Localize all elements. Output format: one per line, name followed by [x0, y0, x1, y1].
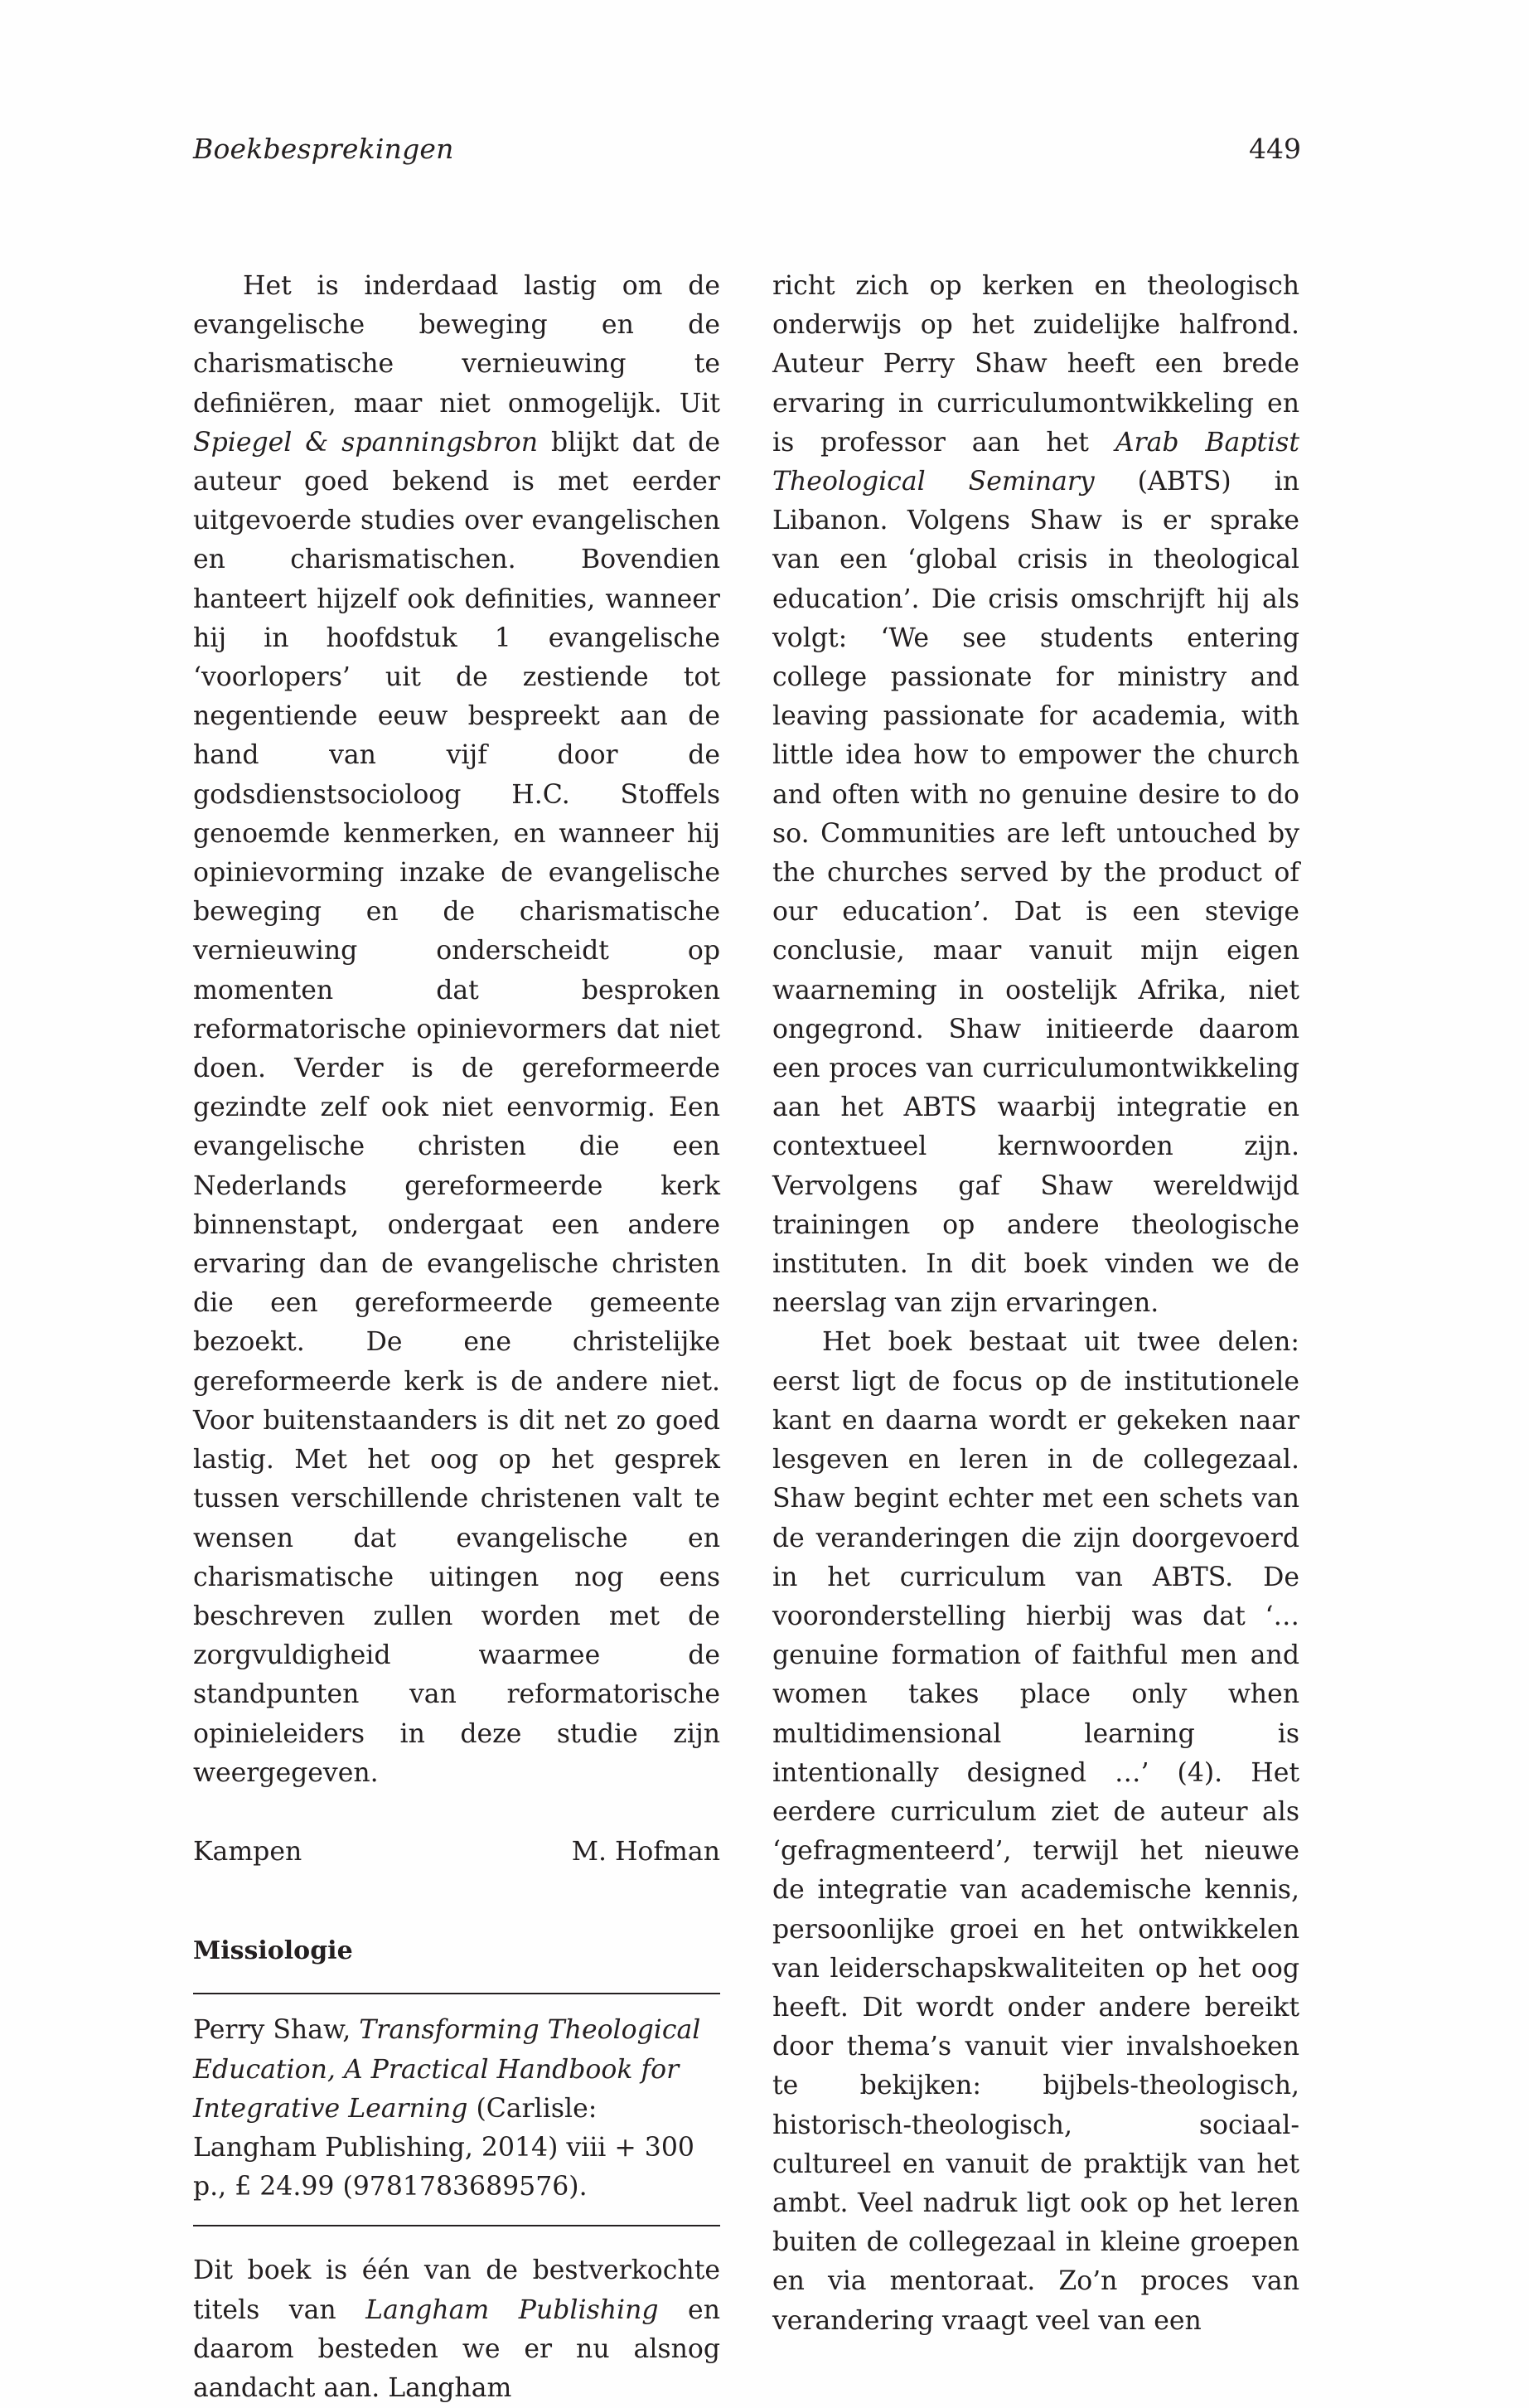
citation-author: Perry Shaw, [193, 2015, 360, 2046]
paragraph-text: richt zich op kerken en theologisch onderwijs op het zuidelijke halfrond. Auteur Perry Shaw heeft een brede ervaring in curriculumontwikkeling en is professor aan het [772, 271, 1299, 458]
left-column [193, 267, 720, 2408]
review-opening-paragraph [193, 2251, 720, 2408]
running-head-title: Boekbesprekingen [193, 133, 454, 165]
signature-author: M. Hofman [571, 1836, 720, 1867]
divider-line [193, 2225, 720, 2226]
institution-name-italic: Arab Baptist Theological Seminary [772, 427, 1299, 497]
citation-details: (Carlisle: Langham Publishing, 2014) viii + 300 p., £ 24.99 (9781783689576). [193, 2093, 694, 2202]
publisher-name-italic: Langham Publishing [365, 2294, 659, 2325]
paragraph-langham-abts [772, 267, 1299, 1323]
divider-line [193, 1993, 720, 1994]
section-heading: Missiologie [193, 1936, 353, 1966]
paragraph-text: Het is inderdaad lastig om de evangelische beweging en de charismatische vernieuwing te definiëren, maar niet onmogelijk. Uit [193, 271, 720, 419]
review-signature [193, 1833, 720, 1872]
signature-place: Kampen [193, 1836, 302, 1867]
paragraph-text: blijkt dat de auteur goed bekend is met eerder uitgevoerde studies over evangelischen en charismatischen. Bovendien hanteert hijzelf ook definities, wanneer hij in hoofdstuk 1 evangelische ‘voorlopers’ uit de zestiende tot negentiende eeuw bespreekt aan de hand van vijf door de godsdienstsocioloog H.C. Stoffels genoemde kenmerken, en wanneer hij opinievorming inzake de evangelische beweging en de charismatische vernieuwing onderscheidt op momenten dat besproken reformatorische opinievormers dat niet doen. Verder is de gereformeerde gezindte zelf ook niet eenvormig. Een evangelische christen die een Nederlands gereformeerde kerk binnenstapt, ondergaat een andere ervaring dan de evangelische christen die een gereformeerde gemeente bezoekt. De ene christelijke gereformeerde kerk is de andere niet. Voor buitenstaanders is dit net zo goed lastig. Met het oog op het gesprek tussen verschillende christenen valt te wensen dat evangelische en charismatische uitingen nog eens beschreven zullen worden met de zorgvuldigheid waarmee de standpunten van reformatorische opinieleiders in deze studie zijn weergegeven. [193, 427, 720, 1788]
paragraph-text: Dit boek is één van de bestverkochte titels van [193, 2255, 720, 2325]
page-number: 449 [1249, 133, 1301, 165]
paragraph-evangelical-definition [193, 267, 720, 1793]
paragraph-book-structure: Het boek bestaat uit twee delen: eerst ligt de focus op de institutionele kant en daarna wordt er gekeken naar lesgeven en leren in de collegezaal. Shaw begint echter met een schets van de veranderingen die zijn doorgevoerd in het curriculum van ABTS. De vooronderstelling hierbij was dat ‘… genuine formation of faithful men and women takes place only when multidimensional learning is intentionally designed …’ (4). Het eerdere curriculum ziet de auteur als ‘gefragmenteerd’, terwijl het nieuwe de integratie van academische kennis, persoonlijke groei en het ontwikkelen van leiderschapskwaliteiten op het oog heeft. Dit wordt onder andere bereikt door thema’s vanuit vier invalshoeken te bekijken: bijbels-theologisch, historisch-theologisch, sociaal-cultureel en vanuit de praktijk van het ambt. Veel nadruk ligt ook op het leren buiten de collegezaal in kleine groepen en via mentoraat. Zo’n proces van verandering vraagt veel van een [772, 1327, 1299, 2336]
right-column [772, 267, 1299, 2341]
citation-title: Transforming Theological Education, A Practical Handbook for Integrative Learning [193, 2015, 701, 2124]
paragraph-text: en daarom besteden we er nu alsnog aandacht aan. Langham [193, 2294, 720, 2403]
book-title-italic: Spiegel & spanningsbron [193, 427, 539, 458]
paragraph-text: (ABTS) in Libanon. Volgens Shaw is er sprake van een ‘global crisis in theological education’. Die crisis omschrijft hij als volgt: ‘We see students entering college passionate for ministry and leaving passionate for academia, with little idea how to empower the church and often with no genuine desire to do so. Communities are left untouched by the churches served by the product of our education’. Dat is een stevige conclusie, maar vanuit mijn eigen waarneming in oostelijk Afrika, niet ongegrond. Shaw initieerde daarom een proces van curriculumontwikkeling aan het ABTS waarbij integratie en contextueel kernwoorden zijn. Vervolgens gaf Shaw wereldwijd trainingen op andere theologische instituten. In dit boek vinden we de neerslag van zijn ervaringen. [772, 467, 1299, 1319]
book-citation [193, 2011, 720, 2207]
